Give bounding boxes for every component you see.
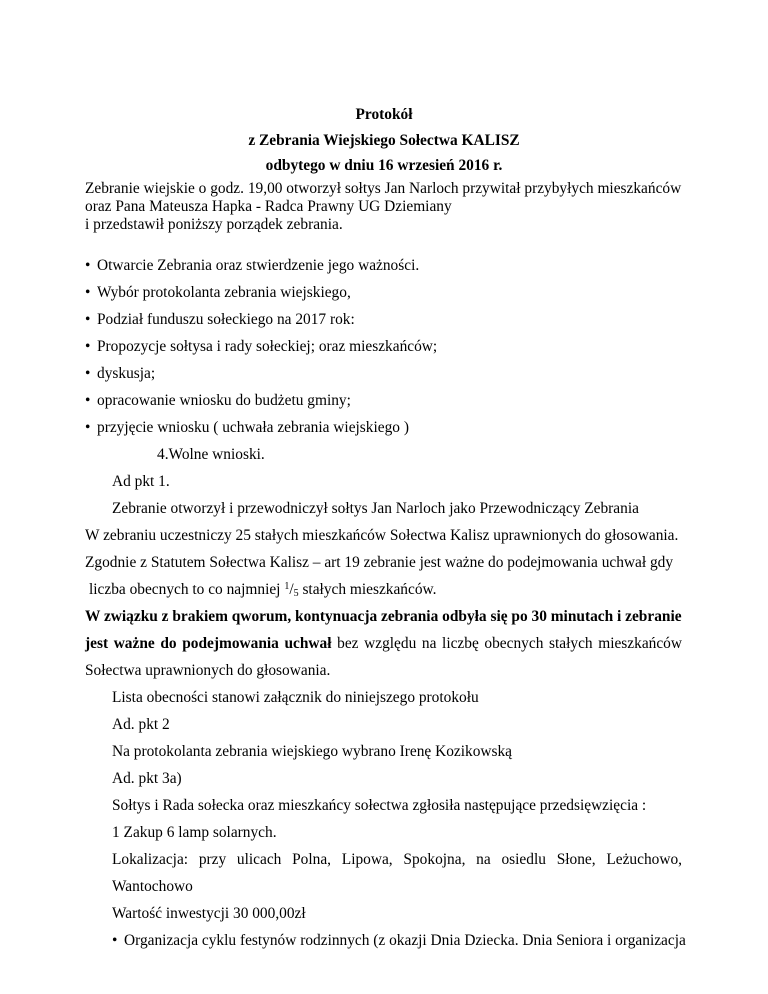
quorum-line-1: W związku z brakiem qworum, kontynuacja zebrania odbyła się po 30 minutach i zebranie (85, 608, 682, 625)
bullet-icon: • (85, 257, 91, 274)
list-item: • Organizacja cyklu festynów rodzinnych (z okazji Dnia Dziecka. Dnia Seniora i organizacja (112, 932, 686, 949)
paragraph-line: Na protokolanta zebrania wiejskiego wybrano Irenę Kozikowską (112, 743, 513, 760)
agenda-item: • Wybór protokolanta zebrania wiejskiego, (85, 284, 351, 301)
agenda-item: • Otwarcie Zebrania oraz stwierdzenie jego ważności. (85, 257, 420, 274)
intro-line-3: i przedstawił poniższy porządek zebrania. (85, 216, 343, 233)
bullet-icon: • (85, 392, 91, 409)
bullet-icon: • (112, 932, 118, 949)
quorum-line-2: jest ważne do podejmowania uchwał bez względu na liczbę obecnych stałych mieszkańców (85, 635, 682, 652)
agenda-item-4: 4.Wolne wnioski. (157, 446, 265, 463)
paragraph-line: 1 Zakup 6 lamp solarnych. (112, 824, 277, 841)
intro-line-1: Zebranie wiejskie o godz. 19,00 otworzył sołtys Jan Narloch przywitał przybyłych mieszkańców (85, 180, 682, 197)
paragraph-line: Wantochowo (112, 878, 193, 895)
intro-line-2: oraz Pana Mateusza Hapka - Radca Prawny UG Dziemiany (85, 198, 452, 215)
doc-subtitle: z Zebrania Wiejskiego Sołectwa KALISZ (248, 132, 520, 149)
paragraph-line: Lista obecności stanowi załącznik do niniejszego protokołu (112, 689, 479, 706)
bullet-icon: • (85, 419, 91, 436)
bullet-icon: • (85, 284, 91, 301)
paragraph-line: Lokalizacja: przy ulicach Polna, Lipowa, Spokojna, na osiedlu Słone, Leżuchowo, (112, 851, 682, 868)
paragraph-line: Wartość inwestycji 30 000,00zł (112, 905, 306, 922)
bullet-icon: • (85, 311, 91, 328)
quorum-line-3: Sołectwa uprawnionych do głosowania. (85, 662, 331, 679)
agenda-item: • dyskusja; (85, 365, 156, 382)
section-heading: Ad. pkt 3a) (112, 770, 182, 787)
section-heading: Ad. pkt 2 (112, 716, 170, 733)
bullet-icon: • (85, 365, 91, 382)
agenda-item: • Podział funduszu sołeckiego na 2017 rok: (85, 311, 355, 328)
agenda-item: • opracowanie wniosku do budżetu gminy; (85, 392, 351, 409)
agenda-item: • przyjęcie wniosku ( uchwała zebrania wiejskiego ) (85, 419, 409, 436)
paragraph-line: Zebranie otworzył i przewodniczył sołtys Jan Narloch jako Przewodniczący Zebrania (112, 500, 639, 517)
bullet-icon: • (85, 338, 91, 355)
doc-title: Protokół (355, 106, 413, 123)
doc-date: odbytego w dniu 16 wrzesień 2016 r. (265, 157, 503, 174)
paragraph-line: Sołtys i Rada sołecka oraz mieszkańcy sołectwa zgłosiła następujące przedsięwzięcia : (112, 797, 647, 814)
paragraph-line: liczba obecnych to co najmniej $^1/_5$ stałych mieszkańców. (89, 581, 437, 599)
paragraph-line: Zgodnie z Statutem Sołectwa Kalisz – art 19 zebranie jest ważne do podejmowania uchwał gdy (85, 554, 674, 571)
section-heading: Ad pkt 1. (112, 473, 170, 490)
paragraph-line: W zebraniu uczestniczy 25 stałych mieszkańców Sołectwa Kalisz uprawnionych do głosowania. (85, 527, 679, 544)
agenda-item: • Propozycje sołtysa i rady sołeckiej; oraz mieszkańców; (85, 338, 438, 355)
